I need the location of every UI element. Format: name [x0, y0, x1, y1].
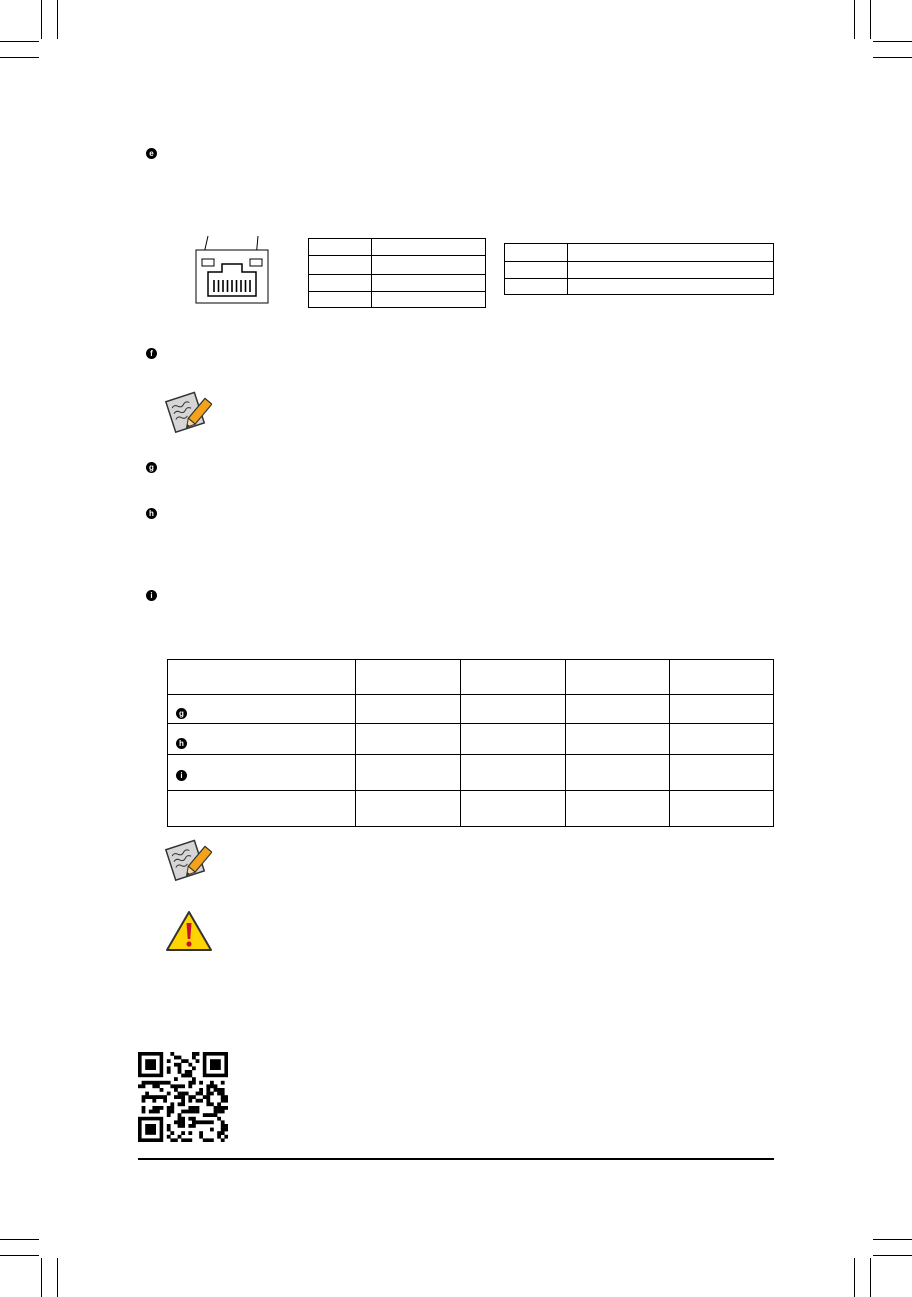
table-header-cell — [670, 660, 774, 695]
table-row — [168, 724, 774, 755]
table-header-cell — [356, 660, 461, 695]
crop-mark — [873, 1239, 912, 1240]
section-marker-e: e — [146, 148, 157, 159]
table-cell — [309, 256, 372, 275]
warning-triangle-icon — [165, 910, 213, 952]
crop-mark — [873, 1255, 912, 1256]
section-marker-i: i — [146, 590, 157, 601]
table-cell — [461, 724, 566, 755]
crop-mark — [41, 0, 42, 39]
table-cell — [309, 275, 372, 292]
table-row — [168, 755, 774, 791]
table-cell — [356, 724, 461, 755]
table-cell — [309, 292, 372, 308]
crop-mark — [854, 1258, 855, 1297]
table-cell — [372, 256, 486, 275]
table-cell — [168, 695, 356, 724]
table-row — [168, 791, 774, 827]
lan-port-diagram — [194, 234, 274, 306]
crop-mark — [870, 0, 871, 39]
table-cell — [670, 791, 774, 827]
table-cell — [670, 695, 774, 724]
table-cell — [568, 262, 774, 279]
section-marker-g: g — [146, 462, 157, 473]
table-cell — [461, 755, 566, 791]
table-cell — [566, 791, 670, 827]
section-marker-h: h — [146, 508, 157, 519]
crop-mark — [0, 57, 39, 58]
activity-led-table — [308, 238, 486, 308]
table-cell — [505, 244, 568, 262]
table-cell — [168, 791, 356, 827]
note-pencil-icon — [162, 390, 212, 434]
note-pencil-icon — [162, 838, 212, 882]
table-header-cell — [168, 660, 356, 695]
lan-port-icon — [194, 234, 274, 306]
crop-mark — [57, 1258, 58, 1297]
crop-mark — [0, 1239, 39, 1240]
row-marker-g: g — [176, 708, 187, 719]
table-header-cell — [461, 660, 566, 695]
audio-jack-table — [167, 659, 774, 827]
crop-mark — [0, 41, 39, 42]
table-cell — [505, 279, 568, 295]
table-cell — [670, 724, 774, 755]
qr-code-icon — [138, 1052, 228, 1142]
table-cell — [356, 791, 461, 827]
crop-mark — [870, 1258, 871, 1297]
crop-mark — [854, 0, 855, 39]
warning-icon — [165, 910, 213, 952]
table-cell — [356, 755, 461, 791]
table-cell — [372, 292, 486, 308]
note-icon — [162, 838, 212, 882]
table-cell — [568, 244, 774, 262]
table-cell — [461, 695, 566, 724]
table-cell — [372, 275, 486, 292]
crop-mark — [0, 1255, 39, 1256]
table-cell — [168, 755, 356, 791]
crop-mark — [873, 41, 912, 42]
table-cell — [670, 755, 774, 791]
row-marker-i: i — [176, 770, 187, 781]
crop-mark — [41, 1258, 42, 1297]
table-cell — [568, 279, 774, 295]
table-cell — [566, 695, 670, 724]
table-cell — [356, 695, 461, 724]
footer-rule — [138, 1158, 774, 1160]
table-cell — [309, 239, 372, 256]
table-cell — [461, 791, 566, 827]
note-icon — [162, 390, 212, 434]
crop-mark — [873, 57, 912, 58]
table-cell — [566, 724, 670, 755]
qr-code-icon — [138, 1052, 228, 1142]
section-marker-f: f — [146, 348, 157, 359]
connection-led-table — [504, 243, 774, 295]
crop-mark — [57, 0, 58, 39]
table-row — [168, 695, 774, 724]
table-cell — [566, 755, 670, 791]
table-cell — [372, 239, 486, 256]
table-cell — [505, 262, 568, 279]
row-marker-h: h — [176, 738, 187, 749]
table-cell — [168, 724, 356, 755]
table-header-cell — [566, 660, 670, 695]
